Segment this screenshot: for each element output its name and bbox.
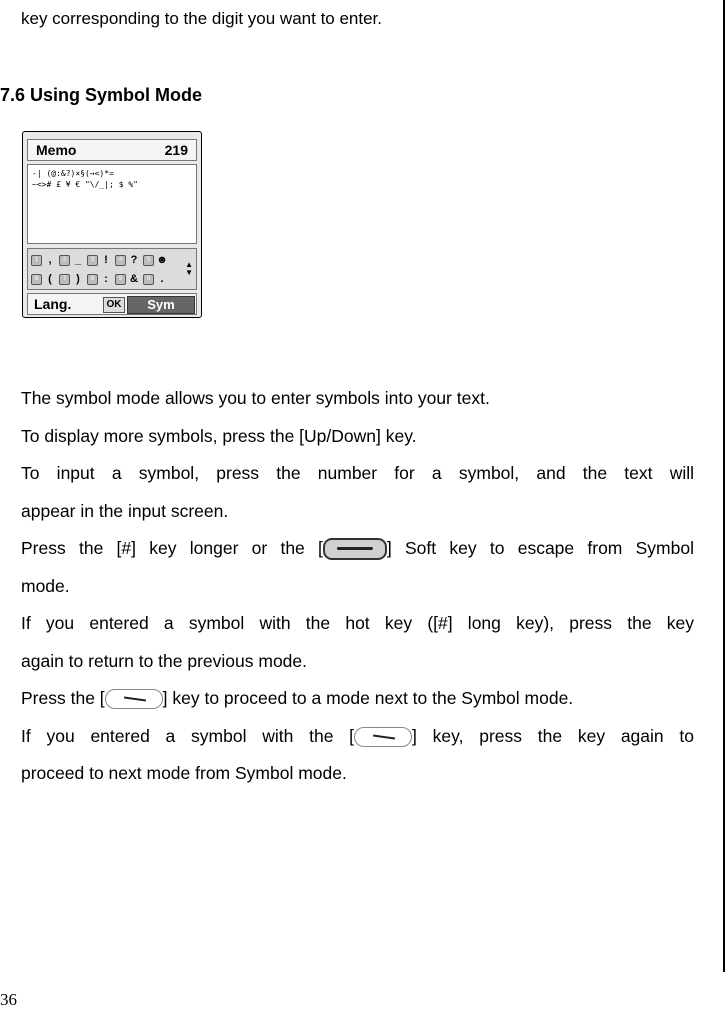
text-fragment: Press the [#] key longer or the [: [21, 538, 323, 558]
phone-softkey-bar: [27, 293, 197, 315]
key-number: 3: [87, 255, 98, 266]
symbol-key: [31, 252, 57, 268]
key-number: 6: [31, 274, 42, 285]
key-number: 5: [143, 255, 154, 266]
up-down-arrow-icon: ▲ ▼: [185, 260, 193, 277]
text-fragment: If you entered a symbol with the [: [21, 725, 355, 746]
mode-key-icon: [105, 689, 163, 709]
symbol-key: [143, 252, 169, 268]
body-text: [21, 380, 694, 793]
paragraph-line: appear in the input screen.: [21, 500, 229, 521]
phone-symbol-grid: [27, 248, 197, 290]
symbol-key: [31, 271, 57, 287]
symbol-key: [115, 271, 141, 287]
key-symbol: !: [104, 254, 108, 266]
key-number: 2: [59, 255, 70, 266]
key-symbol: ☻: [156, 254, 168, 266]
key-number: 7: [59, 274, 70, 285]
softkey-sym: Sym: [127, 296, 195, 314]
page-right-border: [723, 0, 725, 972]
key-symbol: _: [74, 254, 82, 266]
key-symbol: (: [48, 273, 52, 285]
symbol-key: [143, 271, 169, 287]
symbol-key: [59, 271, 85, 287]
symbol-key: [87, 271, 113, 287]
phone-char-counter: 219: [164, 142, 188, 158]
section-heading: 7.6 Using Symbol Mode: [0, 85, 203, 105]
key-number: 0: [143, 274, 154, 285]
text-fragment: ] Soft key to escape from Symbol: [386, 538, 694, 558]
key-symbol: :: [104, 273, 108, 285]
phone-title-bar: [27, 139, 197, 161]
paragraph-line: proceed to next mode from Symbol mode.: [21, 763, 347, 783]
key-symbol: ): [76, 273, 80, 285]
paragraph-line: To input a symbol, press the number for a symbol, and the text will: [21, 463, 694, 483]
paragraph: The symbol mode allows you to enter symbols into your text.: [21, 388, 490, 408]
paragraph-line: again to return to the previous mode.: [21, 650, 308, 671]
key-number: 9: [115, 274, 126, 285]
phone-text-area: [27, 164, 197, 244]
text-fragment: ] key to proceed to a mode next to the Symbol mode.: [162, 688, 574, 708]
key-number: 4: [115, 255, 126, 266]
intro-text: key corresponding to the digit you want to enter.: [21, 9, 383, 28]
mode-key-icon: [354, 727, 412, 747]
soft-key-icon: [323, 538, 387, 560]
symbol-key: [59, 252, 85, 268]
key-number: 8: [87, 274, 98, 285]
symbol-row-2: [31, 270, 169, 288]
paragraph-line: [21, 680, 694, 718]
symbol-key: [87, 252, 113, 268]
text-fragment: Press the [: [21, 688, 105, 708]
phone-screen-illustration: [22, 131, 202, 318]
key-symbol: ?: [130, 254, 138, 266]
paragraph: To display more symbols, press the [Up/Down] key.: [21, 425, 417, 446]
softkey-ok: OK: [103, 297, 125, 313]
text-fragment: ] key, press the key again to: [412, 725, 694, 746]
phone-text-line: -| (@:&?)×§(→<)*=: [32, 169, 114, 178]
paragraph-line: If you entered a symbol with the hot key ([#] long key), press the key: [21, 613, 694, 633]
paragraph-line: [21, 718, 694, 756]
phone-text-line: ~<># £ ¥ € "\/_|; $ %": [32, 180, 138, 189]
symbol-key: [115, 252, 141, 268]
softkey-lang: Lang.: [34, 296, 72, 312]
paragraph-line: mode.: [21, 575, 70, 596]
key-symbol: &: [130, 273, 138, 285]
key-symbol: ,: [48, 254, 52, 266]
phone-title: Memo: [36, 142, 77, 158]
key-symbol: .: [160, 273, 164, 285]
paragraph-line: [21, 530, 694, 568]
key-number: 1: [31, 255, 42, 266]
page-number: 36: [0, 990, 17, 1009]
symbol-row-1: [31, 251, 169, 269]
